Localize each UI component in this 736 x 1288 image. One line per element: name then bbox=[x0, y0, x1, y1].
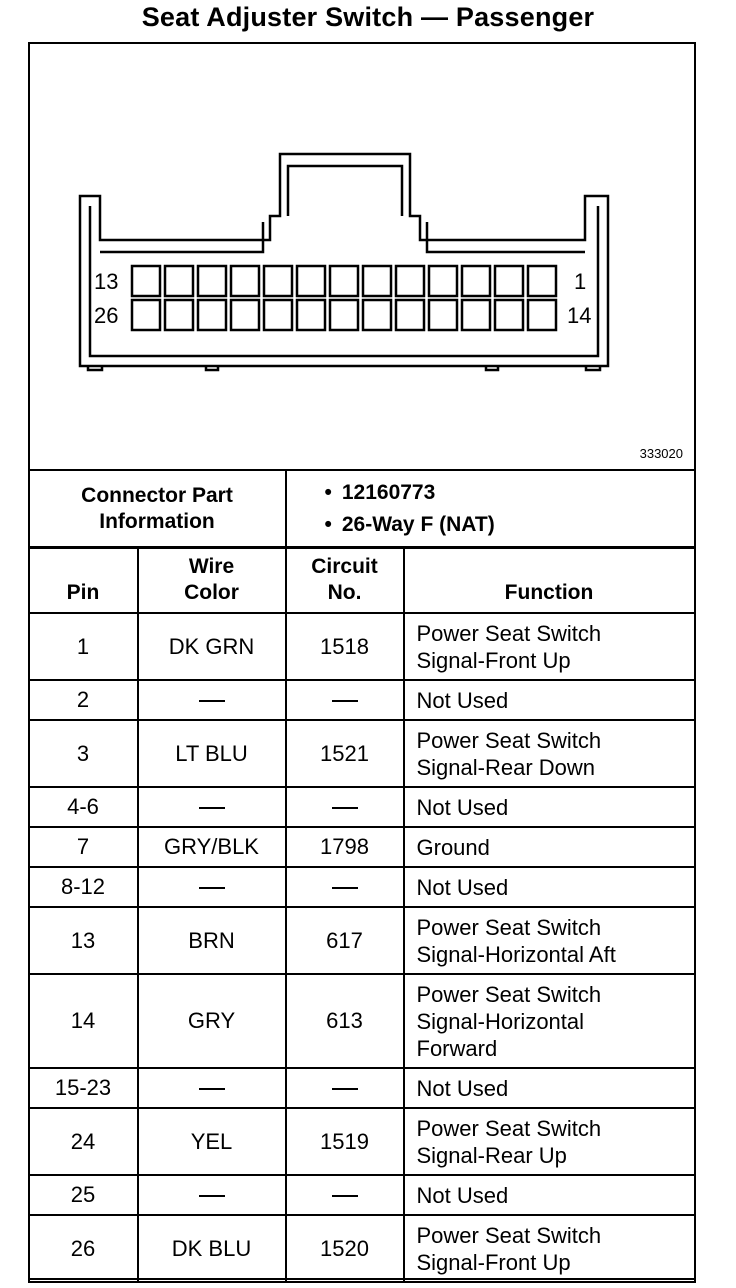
circuit-cell: 1519 bbox=[286, 1108, 404, 1175]
function-cell bbox=[404, 613, 695, 680]
circuit-cell bbox=[286, 1068, 404, 1108]
connector-part-number: • 12160773 bbox=[325, 477, 694, 509]
function-line: Power Seat Switch bbox=[416, 1115, 602, 1141]
header-function: Function bbox=[404, 547, 695, 613]
wire-color-cell: DK GRN bbox=[138, 613, 286, 680]
pin-cell: 1 bbox=[29, 613, 138, 680]
function-line: Signal-Horizontal bbox=[416, 1008, 585, 1034]
pin-cell: 15-23 bbox=[29, 1068, 138, 1108]
connector-diagram bbox=[30, 44, 693, 469]
table-row bbox=[29, 867, 695, 907]
function-cell bbox=[404, 1068, 695, 1108]
pin-cell: 4-6 bbox=[29, 787, 138, 827]
function-cell bbox=[404, 974, 695, 1068]
wire-color-cell: GRY/BLK bbox=[138, 827, 286, 867]
function-cell bbox=[404, 827, 695, 867]
wire-color-cell: LT BLU bbox=[138, 720, 286, 787]
function-cell bbox=[404, 720, 695, 787]
pinout-header-row bbox=[29, 547, 695, 613]
table-row bbox=[29, 613, 695, 680]
function-cell bbox=[404, 680, 695, 720]
function-line: Not Used bbox=[416, 1182, 509, 1208]
table-row bbox=[29, 720, 695, 787]
function-cell bbox=[404, 1175, 695, 1215]
pin-cell: 26 bbox=[29, 1215, 138, 1282]
connector-outline-drawing bbox=[30, 44, 693, 469]
function-line: Signal-Rear Up bbox=[416, 1142, 567, 1168]
function-line: Signal-Rear Down bbox=[416, 754, 596, 780]
circuit-cell: 1521 bbox=[286, 720, 404, 787]
dash-mark bbox=[199, 1195, 225, 1197]
connector-info-values bbox=[286, 470, 695, 548]
wire-color-cell: DK BLU bbox=[138, 1215, 286, 1282]
figure-id: 333020 bbox=[639, 446, 683, 461]
function-cell bbox=[404, 1215, 695, 1282]
pin-cell: 14 bbox=[29, 974, 138, 1068]
dash-mark bbox=[199, 887, 225, 889]
table-row bbox=[29, 974, 695, 1068]
pin-cell: 2 bbox=[29, 680, 138, 720]
dash-mark bbox=[332, 807, 358, 809]
function-line: Power Seat Switch bbox=[416, 1222, 602, 1248]
connector-frame bbox=[28, 42, 696, 1280]
function-line: Signal-Front Up bbox=[416, 1249, 571, 1275]
table-row bbox=[29, 1215, 695, 1282]
circuit-cell bbox=[286, 1175, 404, 1215]
function-line: Power Seat Switch bbox=[416, 620, 602, 646]
dash-mark bbox=[199, 700, 225, 702]
function-line: Signal-Horizontal Aft bbox=[416, 941, 616, 967]
table-row bbox=[29, 1108, 695, 1175]
circuit-cell: 1518 bbox=[286, 613, 404, 680]
header-circuit: Circuit No. bbox=[286, 547, 404, 613]
dash-mark bbox=[332, 700, 358, 702]
table-row bbox=[29, 680, 695, 720]
pin-label-1: 1 bbox=[574, 269, 587, 294]
wire-color-cell bbox=[138, 1068, 286, 1108]
circuit-cell bbox=[286, 787, 404, 827]
function-cell bbox=[404, 787, 695, 827]
circuit-cell: 617 bbox=[286, 907, 404, 974]
circuit-cell bbox=[286, 680, 404, 720]
dash-mark bbox=[199, 807, 225, 809]
wire-color-cell: YEL bbox=[138, 1108, 286, 1175]
dash-mark bbox=[332, 1088, 358, 1090]
table-row bbox=[29, 907, 695, 974]
header-pin: Pin bbox=[29, 547, 138, 613]
function-cell bbox=[404, 907, 695, 974]
function-line: Ground bbox=[416, 834, 490, 860]
pinout-rows bbox=[29, 613, 695, 1282]
circuit-cell: 613 bbox=[286, 974, 404, 1068]
function-cell bbox=[404, 867, 695, 907]
function-line: Forward bbox=[416, 1035, 498, 1061]
pin-cell: 25 bbox=[29, 1175, 138, 1215]
table-row bbox=[29, 1175, 695, 1215]
dash-mark bbox=[332, 887, 358, 889]
pin-cell: 7 bbox=[29, 827, 138, 867]
function-line: Power Seat Switch bbox=[416, 727, 602, 753]
wire-color-cell bbox=[138, 680, 286, 720]
wire-color-cell: BRN bbox=[138, 907, 286, 974]
table-row bbox=[29, 827, 695, 867]
wire-color-cell bbox=[138, 867, 286, 907]
function-line: Not Used bbox=[416, 1075, 509, 1101]
page-title: Seat Adjuster Switch — Passenger bbox=[141, 2, 595, 32]
connector-info-label bbox=[29, 470, 286, 548]
circuit-cell: 1520 bbox=[286, 1215, 404, 1282]
connector-info-table bbox=[28, 469, 696, 549]
function-line: Not Used bbox=[416, 794, 509, 820]
table-row bbox=[29, 1068, 695, 1108]
wire-color-cell bbox=[138, 1175, 286, 1215]
function-line: Not Used bbox=[416, 874, 509, 900]
header-wire-color: Wire Color bbox=[138, 547, 286, 613]
function-cell bbox=[404, 1108, 695, 1175]
function-line: Power Seat Switch bbox=[416, 914, 602, 940]
table-row bbox=[29, 787, 695, 827]
pin-label-14: 14 bbox=[567, 303, 592, 328]
pinout-table bbox=[28, 546, 696, 1283]
connector-info-label-text: Connector Part Information bbox=[81, 484, 233, 533]
pin-cell: 24 bbox=[29, 1108, 138, 1175]
wire-color-cell: GRY bbox=[138, 974, 286, 1068]
function-line: Power Seat Switch bbox=[416, 981, 602, 1007]
circuit-cell: 1798 bbox=[286, 827, 404, 867]
pin-label-26: 26 bbox=[94, 303, 119, 328]
cavity-grid bbox=[132, 266, 556, 330]
connector-type: • 26-Way F (NAT) bbox=[325, 509, 694, 541]
circuit-cell bbox=[286, 867, 404, 907]
function-line: Signal-Front Up bbox=[416, 647, 571, 673]
pin-cell: 13 bbox=[29, 907, 138, 974]
pin-cell: 3 bbox=[29, 720, 138, 787]
pin-cell: 8-12 bbox=[29, 867, 138, 907]
wire-color-cell bbox=[138, 787, 286, 827]
function-line: Not Used bbox=[416, 687, 509, 713]
pin-label-13: 13 bbox=[94, 269, 119, 294]
dash-mark bbox=[332, 1195, 358, 1197]
dash-mark bbox=[199, 1088, 225, 1090]
